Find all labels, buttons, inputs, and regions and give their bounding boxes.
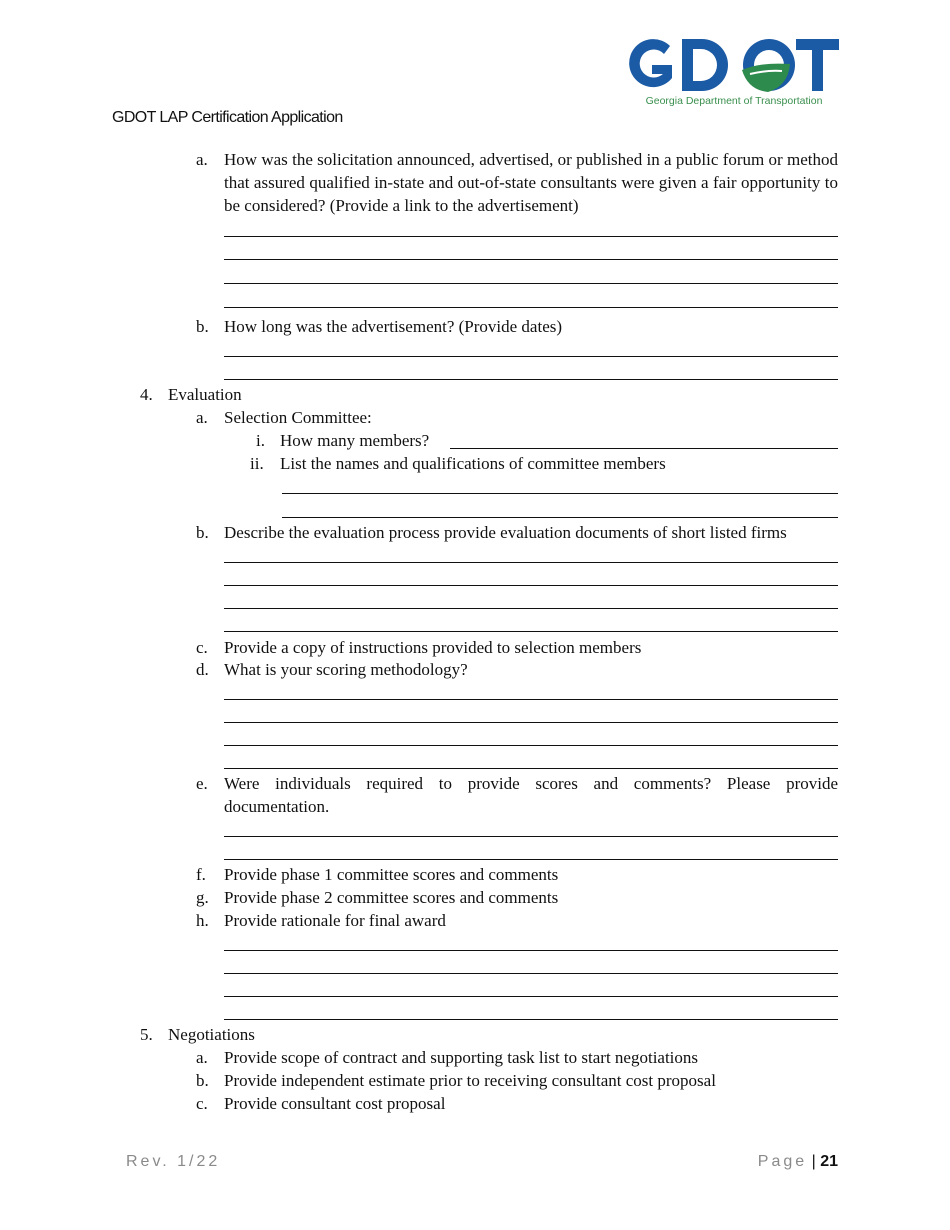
page-indicator xyxy=(758,1153,838,1171)
item-b-text: How long was the advertisement? (Provide dates) xyxy=(224,317,563,336)
item-4h-marker: h. xyxy=(196,911,209,930)
revision-label: Rev. 1/22 xyxy=(126,1153,221,1170)
item-a-marker: a. xyxy=(196,150,208,169)
page-label: Page xyxy=(757,1153,808,1170)
item-4g-text: Provide phase 2 committee scores and comments xyxy=(224,888,559,907)
item-5a-marker: a. xyxy=(196,1048,208,1067)
answer-line[interactable] xyxy=(224,236,838,237)
answer-line[interactable] xyxy=(224,259,838,260)
members-count-line[interactable] xyxy=(450,448,838,449)
answer-line[interactable] xyxy=(282,493,838,494)
item-4c-text: Provide a copy of instructions provided to selection members xyxy=(224,638,642,657)
answer-line[interactable] xyxy=(224,699,838,700)
item-4f-marker: f. xyxy=(196,865,206,884)
section-5-number: 5. xyxy=(140,1025,153,1044)
item-5b-marker: b. xyxy=(196,1071,209,1090)
answer-line[interactable] xyxy=(224,562,838,563)
section-4-title: Evaluation xyxy=(168,385,242,404)
answer-line[interactable] xyxy=(224,1019,838,1020)
answer-line[interactable] xyxy=(224,768,838,769)
logo-subtitle: Georgia Department of Transportation xyxy=(645,95,823,107)
item-4d-text: What is your scoring methodology? xyxy=(224,660,468,679)
answer-line[interactable] xyxy=(282,517,838,518)
item-4b-marker: b. xyxy=(196,523,209,542)
gdot-logo xyxy=(620,34,840,112)
answer-line[interactable] xyxy=(224,379,838,380)
item-b-marker: b. xyxy=(196,317,209,336)
item-a-text: How was the solicitation announced, advertised, or published in a public forum or method that assured qualified in-state and out-of-state consultants were given a fair opportunity to be considered? (Provide a link to the advertisement) xyxy=(224,150,838,215)
answer-line[interactable] xyxy=(224,307,838,308)
item-4f-text: Provide phase 1 committee scores and comments xyxy=(224,865,559,884)
item-4g-marker: g. xyxy=(196,888,209,907)
answer-line[interactable] xyxy=(224,996,838,997)
item-4d-marker: d. xyxy=(196,660,209,679)
answer-line[interactable] xyxy=(224,973,838,974)
page-number: 21 xyxy=(820,1153,838,1170)
item-4c-marker: c. xyxy=(196,638,208,657)
answer-line[interactable] xyxy=(224,283,838,284)
item-5a-text: Provide scope of contract and supporting task list to start negotiations xyxy=(224,1048,699,1067)
item-4a-ii-marker: ii. xyxy=(250,454,264,473)
answer-line[interactable] xyxy=(224,836,838,837)
answer-line[interactable] xyxy=(224,608,838,609)
answer-line[interactable] xyxy=(224,356,838,357)
document-header: GDOT LAP Certification Application xyxy=(112,109,343,126)
answer-line[interactable] xyxy=(224,722,838,723)
answer-line[interactable] xyxy=(224,859,838,860)
section-5-title: Negotiations xyxy=(168,1025,255,1044)
section-4-number: 4. xyxy=(140,385,153,404)
item-5b-text: Provide independent estimate prior to receiving consultant cost proposal xyxy=(224,1071,716,1090)
item-4a-i-marker: i. xyxy=(256,431,265,450)
item-4a-text: Selection Committee: xyxy=(224,408,372,427)
item-4b-text: Describe the evaluation process provide evaluation documents of short listed firms xyxy=(224,523,787,542)
answer-line[interactable] xyxy=(224,585,838,586)
item-4h-text: Provide rationale for final award xyxy=(224,911,446,930)
item-4a-ii-text: List the names and qualifications of committee members xyxy=(280,454,666,473)
answer-line[interactable] xyxy=(224,631,838,632)
gdot-logo-icon xyxy=(620,34,840,96)
item-5c-marker: c. xyxy=(196,1094,208,1113)
answer-line[interactable] xyxy=(224,745,838,746)
item-4e-marker: e. xyxy=(196,774,208,793)
item-4e-text: Were individuals required to provide scores and comments? Please provide documentation. xyxy=(224,774,838,816)
item-4a-marker: a. xyxy=(196,408,208,427)
page-separator: | xyxy=(811,1153,816,1170)
item-4a-i-text: How many members? xyxy=(280,431,430,450)
answer-line[interactable] xyxy=(224,950,838,951)
item-5c-text: Provide consultant cost proposal xyxy=(224,1094,446,1113)
